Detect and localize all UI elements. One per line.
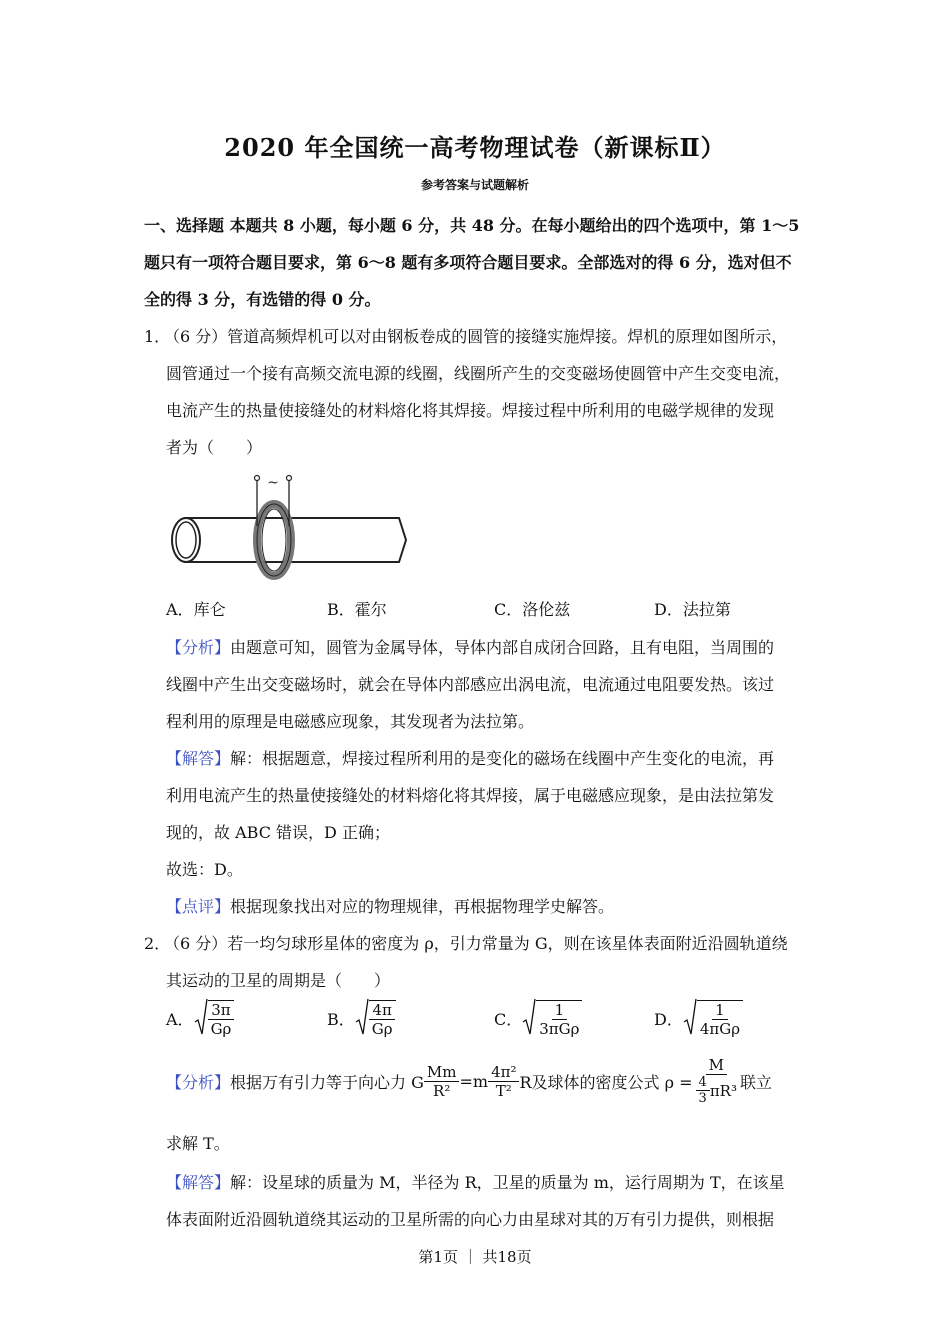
page-title: 2020 年全国统一高考物理试卷（新课标Ⅱ） — [224, 133, 726, 162]
option-key: C． — [494, 600, 523, 619]
answer-text: 解：设星球的质量为 M，半径为 R，卫星的质量为 m，运行周期为 T，在该星 — [230, 1173, 785, 1192]
pipe-coil-diagram — [164, 470, 414, 588]
formula-denominator: T² — [495, 1081, 512, 1100]
option-key: C． — [494, 1009, 523, 1029]
formula-numerator: Mm — [424, 1063, 460, 1082]
option-text: 霍尔 — [354, 600, 387, 619]
q1-review-line — [166, 894, 614, 917]
q2-answer-line-2: 体表面附近沿圆轨道绕其运动的卫星所需的向心力由星球对其的万有引力提供，则根据 — [166, 1210, 775, 1229]
radical-icon — [355, 998, 369, 1038]
formula-denominator: R² — [433, 1081, 451, 1100]
q1-line-4: 者为（ ） — [166, 438, 263, 457]
q2-option-b[interactable] — [327, 998, 396, 1038]
page-footer: 第1页 ｜ 共18页 — [418, 1248, 532, 1266]
q1-choice-line: 故选：D。 — [166, 860, 243, 879]
formula-density — [693, 1056, 740, 1106]
formula-centripetal — [488, 1063, 519, 1100]
q1-line-2: 圆管通过一个接有高频交流电源的线圈，线圈所产生的交变磁场使圆管中产生交变电流， — [166, 364, 791, 383]
section-header-line-1: 一、选择题 本题共 8 小题，每小题 6 分，共 48 分。在每小题给出的四个选项中，第 1～5 — [144, 216, 800, 235]
q1-option-b[interactable] — [327, 597, 387, 620]
option-key: B． — [327, 600, 355, 619]
q1-analysis-line-2: 线圈中产生出交变磁场时，就会在导体内部感应出涡电流，电流通过电阻要发热。该过 — [166, 675, 775, 694]
option-key: A． — [166, 600, 194, 619]
analysis-tag: 【分析】 — [166, 1072, 231, 1092]
formula-denominator — [693, 1075, 740, 1106]
option-text: 库仑 — [193, 600, 226, 619]
q1-answer-line-2: 利用电流产生的热量使接缝处的材料熔化将其焊接，属于电磁感应现象，是由法拉第发 — [166, 786, 775, 805]
radical-icon — [194, 998, 208, 1038]
analysis-text-1: 根据万有引力等于向心力 G — [230, 1072, 424, 1092]
q1-line-3: 电流产生的热量使接缝处的材料熔化将其焊接。焊接过程中所利用的电磁学规律的发现 — [166, 401, 775, 420]
answer-tag: 【解答】 — [166, 1173, 231, 1192]
q1-option-c[interactable] — [494, 597, 570, 620]
analysis-text-2: =m — [459, 1071, 489, 1091]
q2-option-a[interactable] — [166, 998, 234, 1038]
option-denominator: 3πGρ — [539, 1019, 580, 1038]
option-text: 法拉第 — [682, 600, 731, 619]
q1-option-d[interactable] — [654, 597, 731, 620]
option-text: 洛伦兹 — [522, 600, 571, 619]
review-tag: 【点评】 — [166, 897, 231, 916]
answer-text: 解：根据题意，焊接过程所利用的是变化的磁场在线圈中产生变化的电流，再 — [230, 749, 775, 768]
option-numerator: 1 — [552, 1001, 568, 1020]
q1-number: 1． — [144, 327, 171, 346]
q1-analysis-line-3: 程利用的原理是电磁感应现象，其发现者为法拉第。 — [166, 712, 535, 731]
pipe-coil-figure — [164, 470, 414, 588]
answer-tag: 【解答】 — [166, 749, 231, 768]
option-numerator: 4π — [369, 1001, 394, 1020]
analysis-text-3: R及球体的密度公式 ρ = — [519, 1072, 693, 1092]
option-denominator: Gρ — [371, 1019, 393, 1038]
section-header-line-3: 全的得 3 分，有选错的得 0 分。 — [144, 290, 381, 309]
q2-analysis-line-1 — [166, 1056, 772, 1106]
option-key: A． — [166, 1009, 194, 1029]
q2-line-1: （6 分）若一均匀球形星体的密度为 ρ，引力常量为 G，则在该星体表面附近沿圆轨道绕 — [164, 934, 788, 953]
radical-icon — [683, 998, 697, 1038]
q2-option-d[interactable] — [654, 998, 743, 1038]
page-subtitle: 参考答案与试题解析 — [420, 178, 529, 192]
formula-gravity — [424, 1063, 460, 1100]
ac-source-symbol: ~ — [267, 475, 279, 491]
q2-answer-line-1 — [166, 1170, 785, 1193]
q2-option-c[interactable] — [494, 998, 582, 1038]
q1-analysis-line-1 — [166, 635, 774, 658]
option-denominator: 4πGρ — [699, 1019, 741, 1038]
q1-option-a[interactable] — [166, 597, 226, 620]
q2-analysis-line-2: 求解 T。 — [166, 1134, 230, 1153]
option-numerator: 1 — [712, 1001, 728, 1020]
section-header-line-2: 题只有一项符合题目要求，第 6～8 题有多项符合题目要求。全部选对的得 6 分，选对但不 — [144, 253, 792, 272]
analysis-text: 由题意可知，圆管为金属导体，导体内部自成闭合回路，且有电阻，当周围的 — [230, 638, 775, 657]
formula-sub-numerator: 4 — [696, 1075, 710, 1091]
radical-icon — [522, 998, 536, 1038]
formula-numerator: 4π² — [488, 1063, 519, 1082]
formula-sub-denominator: 3 — [698, 1091, 707, 1106]
option-denominator: Gρ — [210, 1019, 232, 1038]
analysis-text-4: 联立 — [739, 1072, 772, 1092]
q1-answer-line-3: 现的，故 ABC 错误，D 正确； — [166, 823, 390, 842]
analysis-tag: 【分析】 — [166, 638, 231, 657]
review-text: 根据现象找出对应的物理规律，再根据物理学史解答。 — [230, 897, 615, 916]
q2-line-2: 其运动的卫星的周期是（ ） — [166, 971, 391, 990]
q1-line-1: （6 分）管道高频焊机可以对由钢板卷成的圆管的接缝实施焊接。焊机的原理如图所示， — [164, 327, 788, 346]
option-key: B． — [327, 1009, 355, 1029]
option-numerator: 3π — [208, 1001, 233, 1020]
q2-number: 2． — [144, 934, 171, 953]
q1-answer-line-1 — [166, 746, 774, 769]
formula-numerator: M — [706, 1056, 727, 1075]
option-key: D． — [654, 1009, 683, 1029]
formula-sub-term: πR³ — [709, 1081, 737, 1100]
option-key: D． — [654, 600, 683, 619]
